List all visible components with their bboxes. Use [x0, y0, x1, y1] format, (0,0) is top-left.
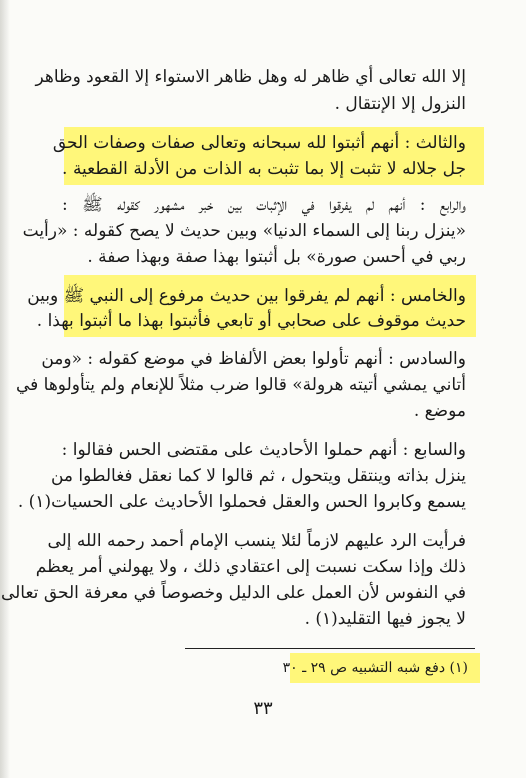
- text-line-4: جل جلاله لا تثبت إلا بما تثبت به الذات من الأدلة القطعية .: [62, 159, 466, 179]
- text-line-8: والخامس : أنهم لم يفرقوا بين حديث مرفوع إلى النبي ﷺ وبين: [27, 286, 466, 306]
- text-line-16: فرأيت الرد عليهم لازماً لئلا ينسب الإمام أحمد رحمه الله إلى: [47, 531, 466, 551]
- text-line-7: ربي في أحسن صورة» بل أثبتوا بهذا صفة وبهذا صفة .: [87, 247, 466, 267]
- text-line-10: والسادس : أنهم تأولوا بعض الألفاظ في موضع كقوله : «ومن: [41, 349, 466, 369]
- text-line-9: حديث موقوف على صحابي أو تابعي فأثبتوا بهذا ما أثبتوا بهذا .: [36, 311, 466, 331]
- text-line-6: «ينزل ربنا إلى السماء الدنيا» وبين حديث لا يصح كقوله : «رأيت: [22, 221, 466, 241]
- text-line-12: موضع .: [413, 401, 466, 421]
- text-line-18: في النفوس لأن العمل على الدليل وخصوصاً في معرفة الحق تعالى: [0, 583, 466, 603]
- text-line-14: ينزل بذاته وينتقل ويتحول ، ثم قالوا لا كما نعقل فغالطوا من: [50, 466, 466, 486]
- text-line-15: يسمع وكابروا الحس والعقل فحملوا الأحاديث على الحسيات(١) .: [17, 492, 466, 512]
- text-line-13: والسابع : أنهم حملوا الأحاديث على مقتضى الحس فقالوا :: [61, 440, 466, 460]
- text-line-1: إلا الله تعالى أي ظاهر له وهل ظاهر الاستواء إلا القعود وظاهر: [35, 67, 466, 87]
- footnote: (١) دفع شبه التشبيه ص ٢٩ ـ ٣٠: [282, 660, 468, 676]
- footnote-divider: [185, 648, 475, 649]
- text-line-17: ذلك وإذا سكت نسبت إلى اعتقادي ذلك ، ولا يهولني أمر يعظم: [35, 557, 466, 577]
- page-number: ٣٣: [253, 698, 273, 719]
- text-line-11: أتاني يمشي أتيته هرولة» قالوا ضرب مثلاً للإنعام ولم يتأولوها في: [15, 375, 466, 395]
- text-line-2: النزول إلا الإنتقال .: [334, 94, 466, 114]
- text-line-19: لا يجوز فيها التقليد(١) .: [304, 609, 466, 629]
- text-line-5: والرابع : أنهم لم يفرقوا في الإثبات بين خبر مشهور كقوله ﷺ :: [62, 195, 466, 215]
- page-shadow: [0, 0, 10, 778]
- text-line-3: والثالث : أنهم أثبتوا لله سبحانه وتعالى صفات وصفات الحق: [52, 133, 466, 153]
